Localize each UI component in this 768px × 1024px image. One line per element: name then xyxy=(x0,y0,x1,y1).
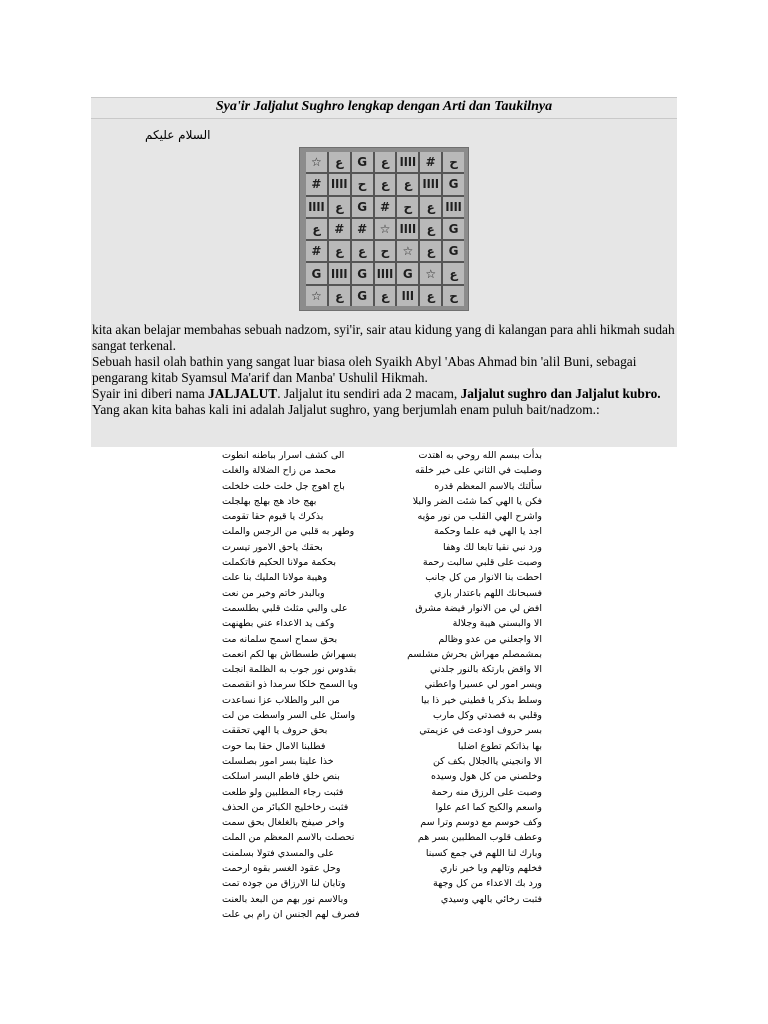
poem-verse xyxy=(222,479,542,494)
grid-cell: ع xyxy=(329,152,350,172)
grid-cell: G xyxy=(352,197,373,217)
verse-left-half: واسئل على السر واسطت من لت xyxy=(222,710,356,722)
grid-cell: اااا xyxy=(306,197,327,217)
grid-cell: ع xyxy=(420,241,441,261)
grid-cell: ع xyxy=(352,241,373,261)
verse-right-half xyxy=(392,907,542,922)
verse-right-half: احطت بنا الانوار من كل جانب xyxy=(425,572,542,584)
verse-right-half: افض لي من الانوار فيضة مشرق xyxy=(415,602,542,614)
verse-left-half: ويا السمح خلكا سرمدا ذو انقصمت xyxy=(222,679,358,691)
text-segment: . Jaljalut itu sendiri ada 2 macam, xyxy=(277,386,461,401)
poem-verse xyxy=(222,708,542,723)
verse-left-half: خذا علينا بسر امور بصلسلت xyxy=(222,755,334,767)
verse-left-half: فطلبنا الامال حقا بما حوت xyxy=(222,740,326,752)
verse-right-half: ورد بك الاعداء من كل وجهة xyxy=(433,878,542,890)
verse-left-half: نحصلت بالاسم المعظم من الملت xyxy=(222,832,355,844)
grid-cell: ع xyxy=(397,174,418,194)
verse-left-half: بحكمة مولانا الحكيم فاتكملت xyxy=(222,557,337,569)
verse-right-half: الا والبسني هيبة وجلالة xyxy=(452,618,542,630)
verse-left-half: وكف يد الاعداء عني بطهنهت xyxy=(222,618,335,630)
poem-verse xyxy=(222,616,542,631)
verse-right-half: وخلصني من كل هول وسيده xyxy=(431,771,542,783)
grid-cell: # xyxy=(329,219,350,239)
verse-left-half: وطهر به قلبي من الرجس والملت xyxy=(222,526,355,538)
grid-cell: ح xyxy=(443,152,464,172)
verse-right-half: اجد يا الهي فيه علما وحكمة xyxy=(434,526,542,538)
grid-cell: ح xyxy=(397,197,418,217)
verse-left-half: بقدوس نور جوب به الظلمة انجلت xyxy=(222,664,357,676)
poem-verse xyxy=(222,647,542,662)
grid-cell: # xyxy=(306,174,327,194)
verse-left-half: وحل عقود الغسر بقوه ارحمت xyxy=(222,863,341,875)
verse-right-half: وقلبي به فصدتي وكل مارب xyxy=(432,710,542,722)
poem-verse xyxy=(222,815,542,830)
verse-right-half: ويسر امور لي عسيرا واعطني xyxy=(424,679,542,691)
grid-cell: G xyxy=(443,174,464,194)
verse-left-half: فثبت رجاء المطلبين ولو طلعت xyxy=(222,786,344,798)
grid-cell: اااا xyxy=(329,263,350,283)
verse-left-half: واخر صيفح بالغلغال بحق سمت xyxy=(222,817,345,829)
poem-verse xyxy=(222,907,542,922)
poem-verse xyxy=(222,463,542,478)
verse-right-half: وبارك لنا اللهم في جمع كسبنا xyxy=(425,847,542,859)
verse-right-half: بسر حروف اودعت في عزيمتي xyxy=(419,725,542,737)
grid-cell: ☆ xyxy=(306,152,327,172)
grid-cell: ع xyxy=(306,219,327,239)
verse-right-half: وعطف قلوب المطلبين بسر هم xyxy=(417,832,542,844)
verse-right-half: سألتك بالاسم المعظم قدره xyxy=(434,480,542,492)
poem-verse xyxy=(222,769,542,784)
verse-right-half: الا وانجيني ياالجلال بكف كن xyxy=(432,755,542,767)
poem-verse xyxy=(222,846,542,861)
poem-verse xyxy=(222,586,542,601)
poem-verse xyxy=(222,570,542,585)
verse-left-half: من البر والطلاب عزا نساعدت xyxy=(222,694,340,706)
grid-cell: ع xyxy=(375,286,396,306)
grid-cell: G xyxy=(306,263,327,283)
verse-left-half: الى كشف اسرار بباطنه انطوت xyxy=(222,450,345,461)
poem-verse xyxy=(222,509,542,524)
grid-cell: ع xyxy=(420,197,441,217)
talisman-image xyxy=(299,147,469,311)
poem-verse xyxy=(222,830,542,845)
grid-cell: اااا xyxy=(443,197,464,217)
grid-cell: ع xyxy=(329,197,350,217)
verse-left-half: وبالاسم نور بهم من البعد بالعنت xyxy=(222,893,348,905)
grid-cell: # xyxy=(375,197,396,217)
page-title: Sya'ir Jaljalut Sughro lengkap dengan Arti dan Taukilnya xyxy=(215,99,553,114)
article-body xyxy=(92,322,676,418)
grid-cell: ااا xyxy=(397,286,418,306)
poem-verse xyxy=(222,892,542,907)
paragraph-jaljalut xyxy=(92,386,676,418)
poem-verse xyxy=(222,524,542,539)
grid-cell: ع xyxy=(420,219,441,239)
verse-left-half: بسهراش طسطاش بها لكم انعمت xyxy=(222,648,357,660)
grid-cell: # xyxy=(306,241,327,261)
grid-cell: ع xyxy=(375,174,396,194)
verse-left-half: بحق حروف يا الهي تحققت xyxy=(222,725,328,737)
grid-cell: ع xyxy=(329,286,350,306)
verse-left-half: على والبي مثلث قلبي بطلسمت xyxy=(222,602,348,614)
poem-verse xyxy=(222,601,542,616)
bold-term: JALJALUT xyxy=(208,386,278,401)
verse-right-half: الا واجعلني من عدو وظالم xyxy=(438,633,542,645)
poem-verse xyxy=(222,662,542,677)
poem-verse xyxy=(222,494,542,509)
grid-cell: ح xyxy=(352,174,373,194)
grid-cell: ☆ xyxy=(306,286,327,306)
verse-right-half: وصليت في الثاني على خير خلقه xyxy=(414,465,542,477)
paragraph-author: Sebuah hasil olah bathin yang sangat luar biasa oleh Syaikh Abyl 'Abas Ahmad bin 'alil Buni, sebagai pengarang kitab Syamsul Ma'arif dan Manba' Ushulil Hikmah. xyxy=(92,354,637,385)
poem-verse xyxy=(222,739,542,754)
grid-cell: ☆ xyxy=(420,263,441,283)
verse-right-half: وسلط بذكر يا قطيني خير ذا بيا xyxy=(420,694,542,706)
verse-right-half: الا واقض بارتكة بالنور جلدني xyxy=(429,664,542,676)
grid-cell: ع xyxy=(375,152,396,172)
poem-verse xyxy=(222,448,542,463)
grid-cell: ح xyxy=(375,241,396,261)
grid-cell: ع xyxy=(420,286,441,306)
greeting-text: السلام عليكم xyxy=(145,128,211,142)
grid-cell: ☆ xyxy=(375,219,396,239)
talisman-grid xyxy=(306,152,464,306)
verse-left-half: على والمسدي فتولا بسلمنت xyxy=(222,847,334,859)
verse-left-half: وهيبة مولانا المليك بنا علت xyxy=(222,572,328,584)
grid-cell: ☆ xyxy=(397,241,418,261)
grid-cell: G xyxy=(443,241,464,261)
verse-right-half: فكن يا الهي كما شئت الضر والبلا xyxy=(412,495,542,507)
poem-verse xyxy=(222,555,542,570)
verse-left-half: بنص خلق فاطم البسر اسلكت xyxy=(222,771,340,783)
verse-right-half: فثبت رخائي بالهي وسيدي xyxy=(440,893,542,905)
verse-left-half: محمد من زاح الضلالة والغلت xyxy=(222,465,337,477)
poem-verse xyxy=(222,785,542,800)
grid-cell: G xyxy=(397,263,418,283)
verse-right-half: واسعم والكبح كما اعم علوا xyxy=(435,801,542,813)
grid-cell: ع xyxy=(443,263,464,283)
grid-cell: G xyxy=(352,152,373,172)
verse-right-half: بها بذاتكم تطوع اضلبا xyxy=(457,740,542,752)
grid-cell: اااا xyxy=(397,152,418,172)
bold-term: Jaljalut sughro dan Jaljalut kubro. xyxy=(460,386,661,401)
poem-verse xyxy=(222,540,542,555)
verse-right-half: وكف خوسم مع دوسم وترا سم xyxy=(420,817,542,829)
poem-verse xyxy=(222,723,542,738)
verse-right-half: وصبت على الرزق منه رحمة xyxy=(431,786,542,798)
verse-right-half: وصبت على قلبي سالبت رحمة xyxy=(422,557,542,569)
grid-cell: G xyxy=(352,263,373,283)
poem-verse xyxy=(222,876,542,891)
verse-right-half: ورد نبي نقيا تابعا لك وهفا xyxy=(442,541,542,553)
verse-right-half: فخلهم وتالهم وبا خير ناري xyxy=(440,863,542,875)
verse-right-half: بمشمصلم مهراش بحرش مشلسم xyxy=(407,648,542,660)
verse-left-half: فصرف لهم الجنس ان رام بي علت xyxy=(222,908,360,920)
poem-verse xyxy=(222,861,542,876)
verse-left-half: بحقك ياحق الامور تيسرت xyxy=(222,541,323,553)
verse-left-half: باج اهوج جل خلت خلت خلخلت xyxy=(222,480,345,492)
verse-left-half: بحق سماح اسمح سلمانه مت xyxy=(222,633,338,645)
verse-right-half: واشرح الهي القلب من نور مؤيه xyxy=(417,511,542,523)
grid-cell: اااا xyxy=(375,263,396,283)
verse-left-half: وبالبدر خاتم وخير من نعت xyxy=(222,587,325,599)
grid-cell: # xyxy=(352,219,373,239)
grid-cell: G xyxy=(443,219,464,239)
grid-cell: اااا xyxy=(420,174,441,194)
grid-cell: اااا xyxy=(397,219,418,239)
paragraph-intro: kita akan belajar membahas sebuah nadzom, syi'ir, sair atau kidung yang di kalangan para ahli hikmah sudah sangat terkenal. xyxy=(92,322,675,353)
grid-cell: اااا xyxy=(329,174,350,194)
verse-left-half: فثبت رخاخليج الكبائر من الحذف xyxy=(222,801,349,813)
verse-left-half: وتابان لنا الارزاق من جوده تمت xyxy=(222,878,346,890)
poem-verse xyxy=(222,677,542,692)
poem-verse xyxy=(222,800,542,815)
arabic-poem xyxy=(222,448,542,922)
verse-right-half: بدأت ببسم الله روحي به اهتدت xyxy=(418,450,542,461)
grid-cell: G xyxy=(352,286,373,306)
poem-verse xyxy=(222,693,542,708)
grid-cell: ع xyxy=(329,241,350,261)
text-segment: Syair ini diberi nama xyxy=(92,386,209,401)
grid-cell: # xyxy=(420,152,441,172)
verse-left-half: بذكرك يا قيوم حقا تقومت xyxy=(222,511,324,523)
verse-left-half: بهج خاد هج بهلج بهلجلت xyxy=(222,495,317,507)
text-segment: Yang akan kita bahas kali ini adalah Jaljalut sughro, yang berjumlah enam puluh bait/nadzom.: xyxy=(92,402,600,417)
poem-verse xyxy=(222,632,542,647)
verse-right-half: فسبحانك اللهم باعتدار باري xyxy=(434,587,542,599)
poem-verse xyxy=(222,754,542,769)
grid-cell: ح xyxy=(443,286,464,306)
